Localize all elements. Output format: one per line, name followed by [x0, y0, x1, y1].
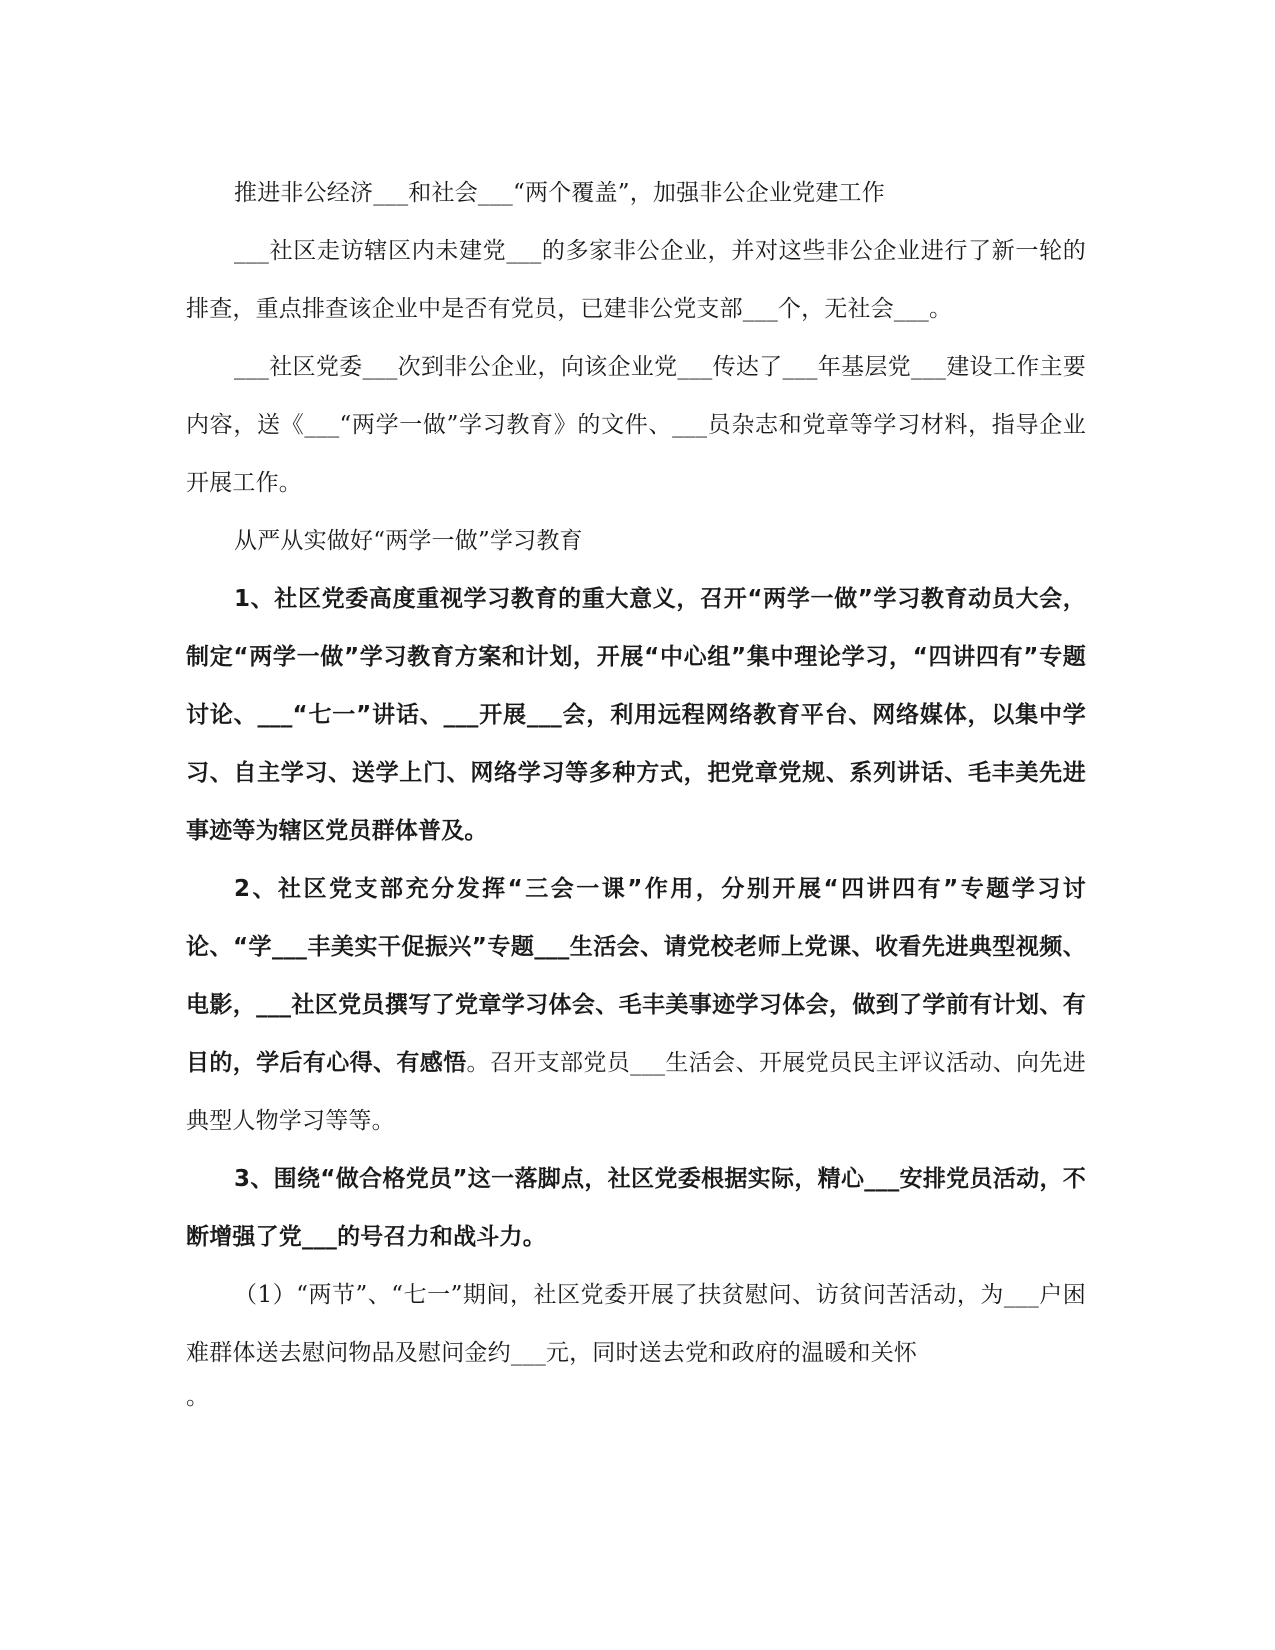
- paragraph-item-1: 1、社区党委高度重视学习教育的重大意义，召开“两学一做”学习教育动员大会，制定“两学一做”学习教育方案和计划，开展“中心组”集中理论学习，“四讲四有”专题讨论、___“七一”讲话、___开展___会，利用远程网络教育平台、网络媒体，以集中学习、自主学习、送学上门、网络学习等多种方式，把党章党规、系列讲话、毛丰美先进事迹等为辖区党员群体普及。: [186, 586, 1086, 844]
- paragraph-party-committee-visit: ___社区党委___次到非公企业，向该企业党___传达了___年基层党___建设工作主要内容，送《___“两学一做”学习教育》的文件、___员杂志和党章等学习材料，指导企业开展工作。: [186, 354, 1086, 496]
- paragraph-subitem-1-tail: 。: [186, 1384, 209, 1410]
- paragraph-item-2-normal: 。召开支部党员___生活会、开展党员民主评议活动、向先进典型人物学习等等。: [186, 1050, 1086, 1134]
- paragraph-heading-study-education: 从严从实做好“两学一做”学习教育: [234, 528, 583, 554]
- document-body: [186, 164, 1086, 1412]
- paragraph-item-2-bold: 2、社区党支部充分发挥“三会一课”作用，分别开展“四讲四有”专题学习讨论、“学___丰美实干促振兴”专题___生活会、请党校老师上党课、收看先进典型视频、电影，___社区党员撰写了党章学习体会、毛丰美事迹学习体会，做到了学前有计划、有目的，学后有心得、有感悟: [186, 876, 1086, 1076]
- paragraph-community-visit: ___社区走访辖区内未建党___的多家非公企业，并对这些非公企业进行了新一轮的排查，重点排查该企业中是否有党员，已建非公党支部___个，无社会___。: [186, 238, 1086, 322]
- paragraph-subitem-1: （1）“两节”、“七一”期间，社区党委开展了扶贫慰问、访贫问苦活动，为___户困难群体送去慰问物品及慰问金约___元，同时送去党和政府的温暖和关怀: [186, 1282, 1086, 1366]
- paragraph-item-3: 3、围绕“做合格党员”这一落脚点，社区党委根据实际，精心___安排党员活动，不断增强了党___的号召力和战斗力。: [186, 1166, 1086, 1250]
- paragraph-heading-non-public: 推进非公经济___和社会___“两个覆盖”，加强非公企业党建工作: [234, 180, 885, 206]
- paragraph-item-2: [186, 860, 1086, 1150]
